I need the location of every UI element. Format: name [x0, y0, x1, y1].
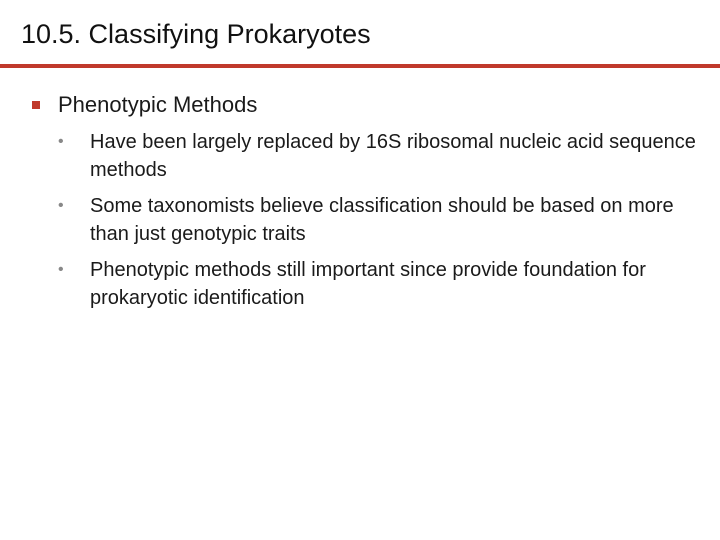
bullet-text: Phenotypic methods still important since provide foundation for prokaryotic identification	[90, 259, 646, 309]
square-bullet-icon	[32, 88, 44, 122]
slide-content	[32, 88, 702, 320]
list-item	[56, 128, 702, 184]
bullet-text: Some taxonomists believe classification should be based on more than just genotypic traits	[90, 195, 674, 245]
title-divider	[0, 64, 720, 68]
round-bullet-icon: •	[58, 133, 64, 150]
list-item	[56, 256, 702, 312]
heading-bullet-item	[32, 88, 702, 122]
round-bullet-icon: •	[58, 197, 64, 214]
round-bullet-icon: •	[58, 261, 64, 278]
sub-bullet-list	[32, 128, 702, 312]
slide-title: 10.5. Classifying Prokaryotes	[21, 19, 371, 49]
bullet-text: Have been largely replaced by 16S ribosomal nucleic acid sequence methods	[90, 131, 696, 181]
section-heading: Phenotypic Methods	[58, 92, 258, 117]
list-item	[56, 192, 702, 248]
